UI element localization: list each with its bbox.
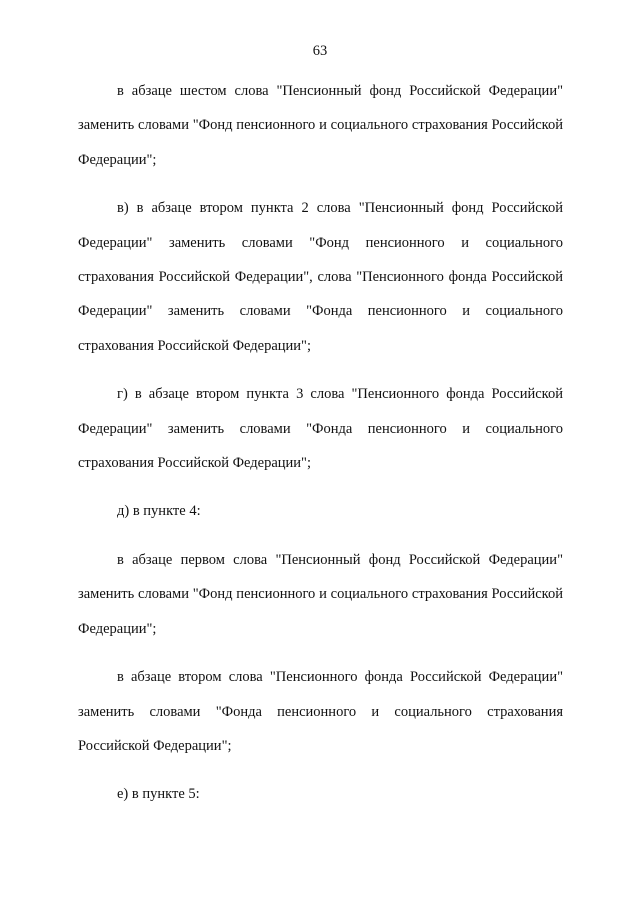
paragraph: в) в абзаце втором пункта 2 слова "Пенсионный фонд Российской Федерации" заменить словами "Фонд пенсионного и социального страхования Российской Федерации", слова "Пенсионного фонда Российской Федерации" заменить словами "Фонда пенсионного и социального страхования Российской Федерации"; xyxy=(78,200,563,354)
paragraph: в абзаце втором слова "Пенсионного фонда Российской Федерации" заменить словами "Фонда пенсионного и социального страхования Российской Федерации"; xyxy=(78,669,563,754)
paragraph: д) в пункте 4: xyxy=(117,503,201,520)
paragraph: г) в абзаце втором пункта 3 слова "Пенсионного фонда Российской Федерации" заменить словами "Фонда пенсионного и социального страхования Российской Федерации"; xyxy=(78,386,563,472)
document-body xyxy=(78,74,563,812)
paragraph: в абзаце шестом слова "Пенсионный фонд Российской Федерации" заменить словами "Фонд пенсионного и социального страхования Российской Федерации"; xyxy=(78,83,563,168)
paragraph: е) в пункте 5: xyxy=(117,786,200,803)
paragraph: в абзаце первом слова "Пенсионный фонд Российской Федерации" заменить словами "Фонд пенсионного и социального страхования Российской Федерации"; xyxy=(78,551,563,637)
page-number: 63 xyxy=(312,43,328,59)
